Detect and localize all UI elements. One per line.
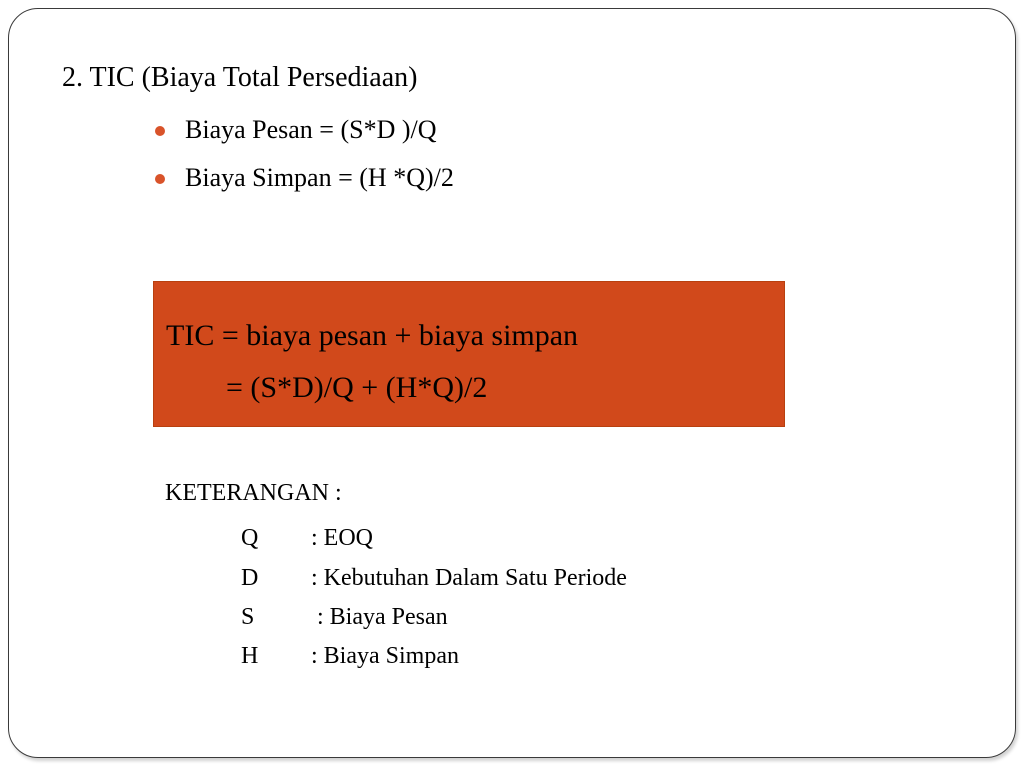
keterangan-symbol: D bbox=[241, 565, 259, 591]
keterangan-row-s bbox=[241, 602, 448, 632]
bullet-text: Biaya Simpan = (H *Q)/2 bbox=[185, 163, 454, 192]
keterangan-title: KETERANGAN : bbox=[165, 480, 342, 506]
keterangan-symbol: H bbox=[241, 643, 259, 669]
keterangan-row-q bbox=[241, 523, 373, 553]
formula-line-tic: TIC = biaya pesan + biaya simpan bbox=[166, 319, 579, 352]
bullet-dot-icon bbox=[155, 126, 165, 136]
keterangan-row-d bbox=[241, 563, 627, 593]
bullet-dot-icon bbox=[155, 174, 165, 184]
bullet-list bbox=[155, 113, 454, 209]
bullet-item-biaya-pesan bbox=[155, 113, 454, 161]
formula-line-expansion: = (S*D)/Q + (H*Q)/2 bbox=[226, 371, 488, 404]
keterangan-row-h bbox=[241, 641, 459, 671]
formula-box bbox=[153, 281, 785, 427]
keterangan-desc: : Biaya Pesan bbox=[311, 604, 448, 630]
slide-heading: 2. TIC (Biaya Total Persediaan) bbox=[62, 62, 418, 93]
keterangan-symbol: S bbox=[241, 604, 255, 630]
bullet-text: Biaya Pesan = (S*D )/Q bbox=[185, 115, 437, 144]
keterangan-symbol: Q bbox=[241, 525, 259, 551]
keterangan-desc: : Kebutuhan Dalam Satu Periode bbox=[311, 565, 627, 591]
bullet-item-biaya-simpan bbox=[155, 161, 454, 209]
keterangan-desc: : Biaya Simpan bbox=[311, 643, 459, 669]
keterangan-desc: : EOQ bbox=[311, 525, 373, 551]
